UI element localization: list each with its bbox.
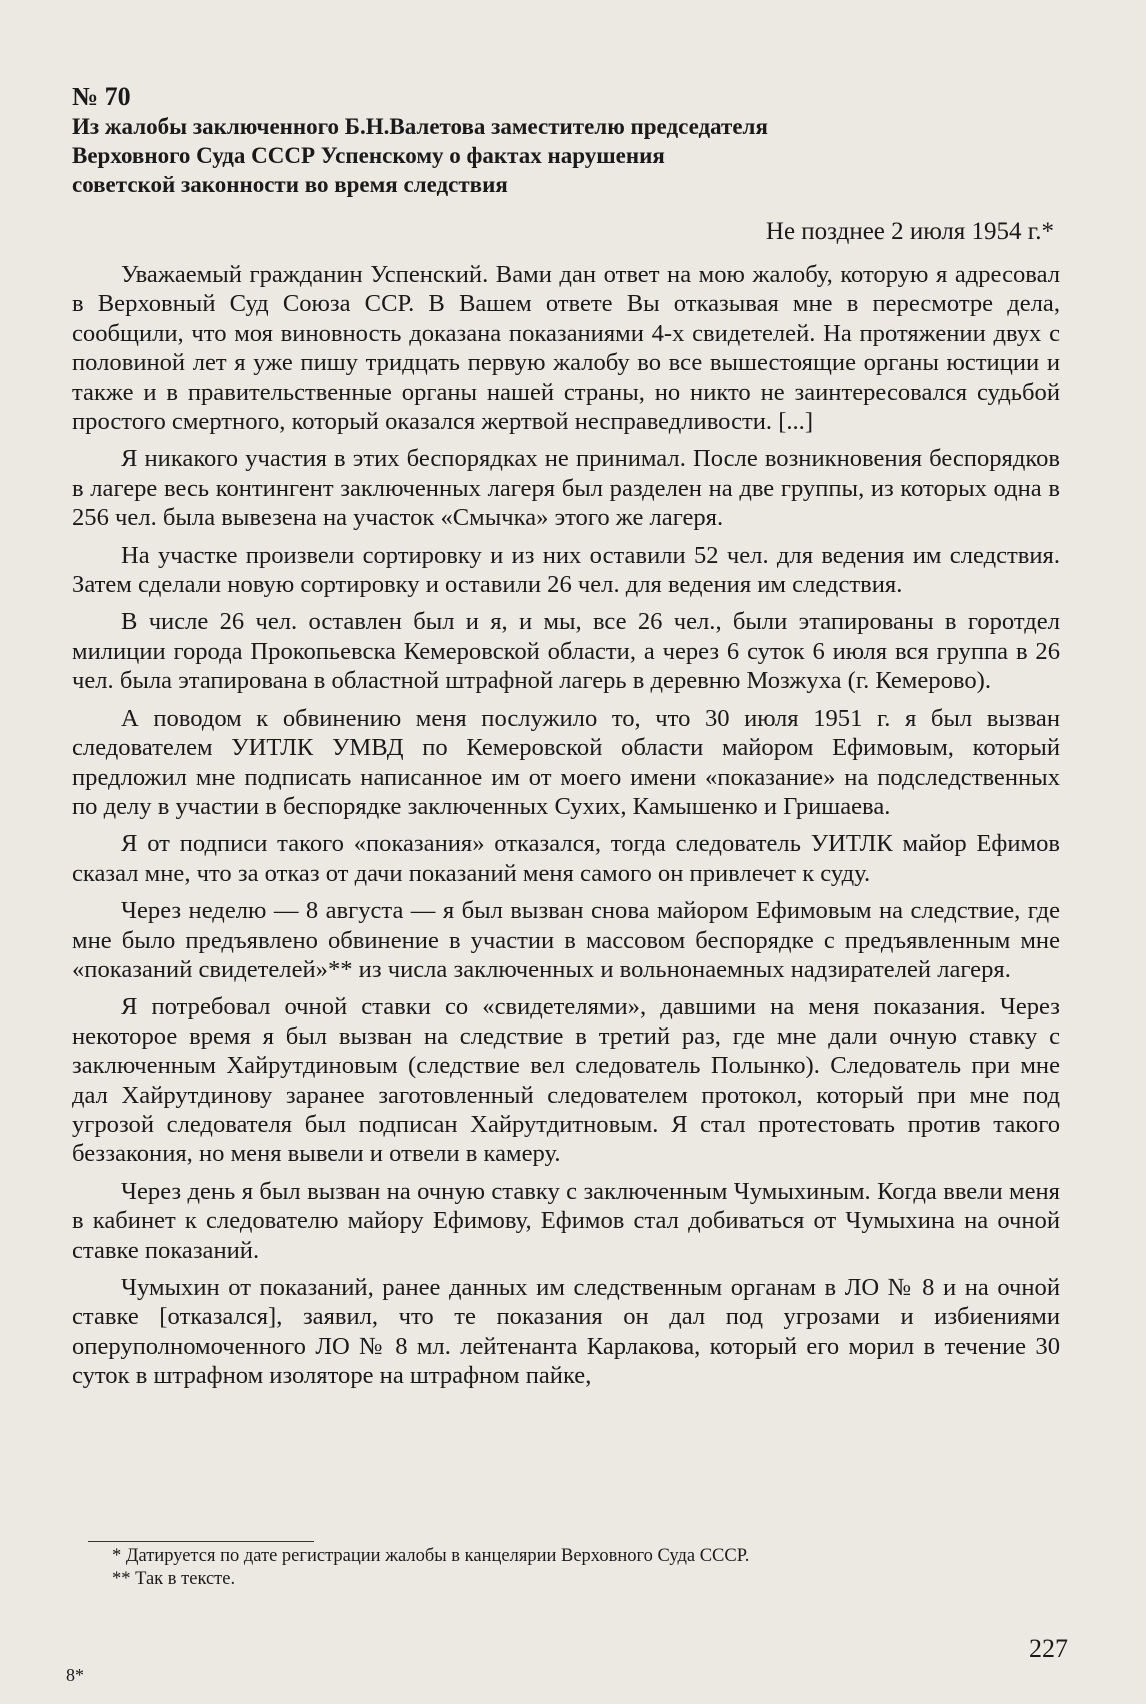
paragraph: Уважаемый гражданин Успенский. Вами дан ответ на мою жалобу, которую я адресовал в Верховный Суд Союза ССР. В Вашем ответе Вы отказывая мне в пересмотре дела, сообщили, что моя виновность доказана показаниями 4-х свидетелей. На протяжении двух с половиной лет я уже пишу тридцать первую жалобу во все вышестоящие органы юстиции и также и в правительственные органы нашей страны, но никто не заинтересовался судьбой простого смертного, который оказался жертвой несправедливости. [...]	[72, 261, 1060, 436]
paragraph: Чумыхин от показаний, ранее данных им следственным органам в ЛО № 8 и на очной ставке [отказался], заявил, что те показания он дал под угрозами и избиениями оперуполномоченного ЛО № 8 мл. лейтенанта Карлакова, который его морил в течение 30 суток в штрафном изоляторе на штрафном пайке,	[72, 1274, 1060, 1390]
title-line: Верховного Суда СССР Успенскому о фактах нарушения	[72, 143, 665, 168]
document-title	[72, 112, 1072, 199]
paragraph: Я потребовал очной ставки со «свидетелями», давшими на меня показания. Через некоторое время я был вызван на следствие в третий раз, где мне дали очную ставку с заключенным Хайрутдиновым (следствие вел следователь Полынко). Следователь при мне дал Хайрутдинову заранее заготовленный следователем протокол, который при мне под угрозой следователя был подписан Хайрутдитновым. Я стал протестовать против такого беззакония, но меня вывели и отвели в камеру.	[72, 993, 1060, 1168]
footnotes	[112, 1545, 1072, 1591]
paragraph: В числе 26 чел. оставлен был и я, и мы, все 26 чел., были этапированы в горотдел милиции города Прокопьевска Кемеровской области, а через 6 суток 6 июля вся группа в 26 чел. была этапирована в областной штрафной лагерь в деревню Мозжуха (г. Кемерово).	[72, 608, 1060, 695]
paragraph: А поводом к обвинению меня послужило то, что 30 июля 1951 г. я был вызван следователем УИТЛК УМВД по Кемеровской области майором Ефимовым, который предложил мне подписать написанное им от моего имени «показание» на подследственных по делу в участии в беспорядке заключенных Сухих, Камышенко и Гришаева.	[72, 704, 1060, 820]
paragraph: Я от подписи такого «показания» отказался, тогда следователь УИТЛК майор Ефимов сказал мне, что за отказ от дачи показаний меня самого он привлечет к суду.	[72, 830, 1060, 887]
page-number: 227	[1029, 1634, 1068, 1663]
paragraph: Через день я был вызван на очную ставку с заключенным Чумыхиным. Когда ввели меня в кабинет к следователю майору Ефимову, Ефимов стал добиваться от Чумыхина на очной ставке показаний.	[72, 1177, 1060, 1264]
footnote: ** Так в тексте.	[112, 1569, 236, 1589]
title-line: советской законности во время следствия	[72, 172, 508, 197]
paragraph: Через неделю — 8 августа — я был вызван снова майором Ефимовым на следствие, где мне было предъявлено обвинение в участии в массовом беспорядке с предъявленным мне «показаний свидетелей»** из числа заключенных и вольнонаемных надзирателей лагеря.	[72, 897, 1060, 983]
paragraph: Я никакого участия в этих беспорядках не принимал. После возникновения беспорядков в лагере весь контингент заключенных лагеря был разделен на две группы, из которых одна в 256 чел. была вывезена на участок «Смычка» этого же лагеря.	[72, 445, 1060, 532]
document-body	[72, 260, 1060, 1399]
title-line: Из жалобы заключенного Б.Н.Валетова заместителю председателя	[72, 114, 768, 139]
paragraph: На участке произвели сортировку и из них оставили 52 чел. для ведения им следствия. Затем сделали новую сортировку и оставили 26 чел. для ведения им следствия.	[72, 541, 1060, 599]
signature-mark: 8*	[66, 1665, 84, 1685]
document-number: № 70	[72, 82, 131, 111]
footnote: * Датируется по дате регистрации жалобы в канцелярии Верховного Суда СССР.	[112, 1546, 750, 1566]
document-date: Не позднее 2 июля 1954 г.*	[765, 218, 1054, 245]
footnote-divider	[88, 1541, 314, 1542]
